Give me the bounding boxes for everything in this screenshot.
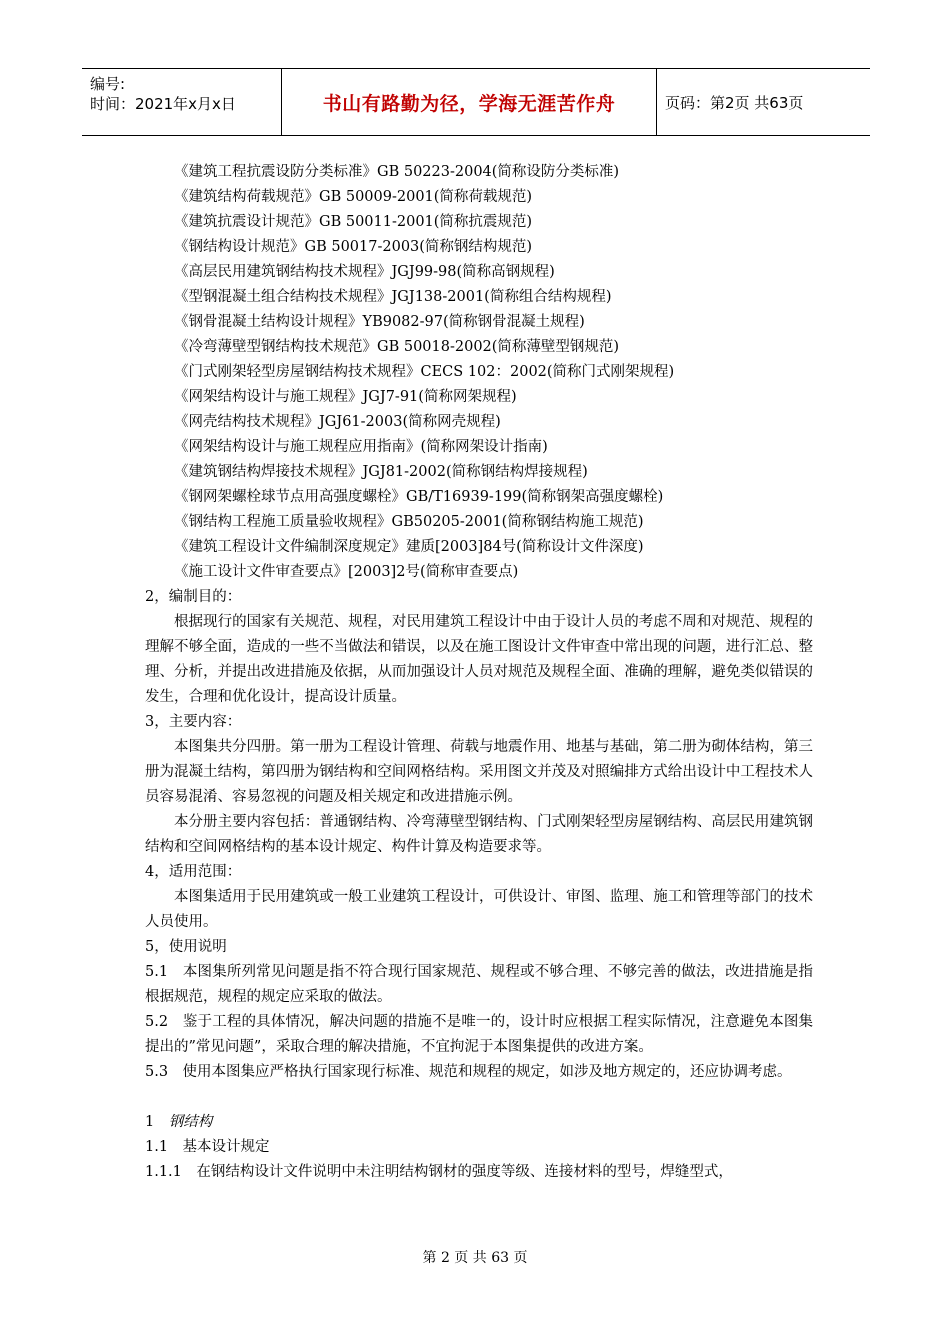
usage-item-5-1: 5.1 本图集所列常见问题是指不符合现行国家规范、规程或不够合理、不够完善的做法，改进措施是指根据规范，规程的规定应采取的做法。	[145, 964, 813, 1005]
chapter-title: 钢结构	[168, 1114, 213, 1130]
section-heading-usage: 5，使用说明	[145, 939, 227, 955]
spacer	[145, 1085, 813, 1110]
standards-list	[145, 160, 813, 585]
standard-item: 《高层民用建筑钢结构技术规程》JGJ99-98(简称高钢规程)	[174, 264, 555, 280]
purpose-paragraph: 根据现行的国家有关规范、规程，对民用建筑工程设计中由于设计人员的考虑不周和对规范、规程的理解不够全面，造成的一些不当做法和错误，以及在施工图设计文件审查中常出现的问题，进行汇总、整理、分析，并提出改进措施及依据，从而加强设计人员对规范及规程全面、准确的理解，避免类似错误的发生，合理和优化设计，提高设计质量。	[145, 614, 813, 705]
standard-item: 《建筑抗震设计规范》GB 50011-2001(简称抗震规范)	[174, 214, 533, 230]
standard-item: 《型钢混凝土组合结构技术规程》JGJ138-2001(简称组合结构规程)	[174, 289, 612, 305]
standard-item: 《建筑结构荷载规范》GB 50009-2001(简称荷载规范)	[174, 189, 533, 205]
standard-item: 《施工设计文件审查要点》[2003]2号(简称审查要点)	[174, 564, 519, 580]
header-page-label: 页码：第2页 共63页	[665, 93, 804, 112]
header-page-cell	[657, 69, 870, 135]
standard-item: 《网壳结构技术规程》JGJ61-2003(简称网壳规程)	[174, 414, 501, 430]
standard-item: 《建筑钢结构焊接技术规程》JGJ81-2002(简称钢结构焊接规程)	[174, 464, 588, 480]
scope-paragraph: 本图集适用于民用建筑或一般工业建筑工程设计，可供设计、审图、监理、施工和管理等部门的技术人员使用。	[145, 889, 813, 930]
standard-item: 《钢结构设计规范》GB 50017-2003(简称钢结构规范)	[174, 239, 533, 255]
section-heading-contents: 3，主要内容：	[145, 714, 242, 730]
clause-1-1-1: 1.1.1 在钢结构设计文件说明中未注明结构钢材的强度等级、连接材料的型号，焊缝型式，	[145, 1164, 733, 1180]
section-heading-scope: 4，适用范围：	[145, 864, 242, 880]
header-motto-cell	[282, 69, 657, 135]
standard-item: 《网架结构设计与施工规程应用指南》(简称网架设计指南)	[174, 439, 548, 455]
chapter-heading	[145, 1110, 813, 1135]
usage-item-5-2: 5.2 鉴于工程的具体情况，解决问题的措施不是唯一的，设计时应根据工程实际情况，注意避免本图集提出的”常见问题”，采取合理的解决措施，不宜拘泥于本图集提供的改进方案。	[145, 1014, 813, 1055]
header-meta-cell	[82, 69, 282, 135]
standard-item: 《冷弯薄壁型钢结构技术规范》GB 50018-2002(简称薄壁型钢规范)	[174, 339, 620, 355]
page-footer: 第 2 页 共 63 页	[422, 1250, 528, 1266]
document-number-label: 编号:	[90, 75, 126, 93]
usage-item-5-3: 5.3 使用本图集应严格执行国家现行标准、规范和规程的规定，如涉及地方规定的，还应协调考虑。	[145, 1064, 792, 1080]
header-motto: 书山有路勤为径，学海无涯苦作舟	[322, 92, 616, 115]
standard-item: 《钢网架螺栓球节点用高强度螺栓》GB/T16939-199(简称钢架高强度螺栓)	[174, 489, 664, 505]
section-heading-purpose: 2，编制目的：	[145, 589, 242, 605]
standard-item: 《网架结构设计与施工规程》JGJ7-91(简称网架规程)	[174, 389, 517, 405]
standard-item: 《钢骨混凝土结构设计规程》YB9082-97(简称钢骨混凝土规程)	[174, 314, 585, 330]
standard-item: 《建筑工程设计文件编制深度规定》建质[2003]84号(简称设计文件深度)	[174, 539, 644, 555]
document-body	[145, 160, 813, 1185]
contents-paragraph-1: 本图集共分四册。第一册为工程设计管理、荷载与地震作用、地基与基础，第二册为砌体结构，第三册为混凝土结构，第四册为钢结构和空间网格结构。采用图文并茂及对照编排方式给出设计中工程技术人员容易混淆、容易忽视的问题及相关规定和改进措施示例。	[145, 739, 813, 805]
standard-item: 《钢结构工程施工质量验收规程》GB50205-2001(简称钢结构施工规范)	[174, 514, 644, 530]
contents-paragraph-2: 本分册主要内容包括：普通钢结构、冷弯薄壁型钢结构、门式刚架轻型房屋钢结构、高层民用建筑钢结构和空间网格结构的基本设计规定、构件计算及构造要求等。	[145, 814, 813, 855]
document-time-label: 时间：2021年x月x日	[90, 95, 236, 113]
standard-item: 《建筑工程抗震设防分类标准》GB 50223-2004(简称设防分类标准)	[174, 164, 620, 180]
subsection-heading: 1.1 基本设计规定	[145, 1139, 270, 1155]
chapter-number: 1	[145, 1114, 155, 1130]
standard-item: 《门式刚架轻型房屋钢结构技术规程》CECS 102：2002(简称门式刚架规程)	[174, 364, 675, 380]
page-header	[82, 68, 870, 136]
